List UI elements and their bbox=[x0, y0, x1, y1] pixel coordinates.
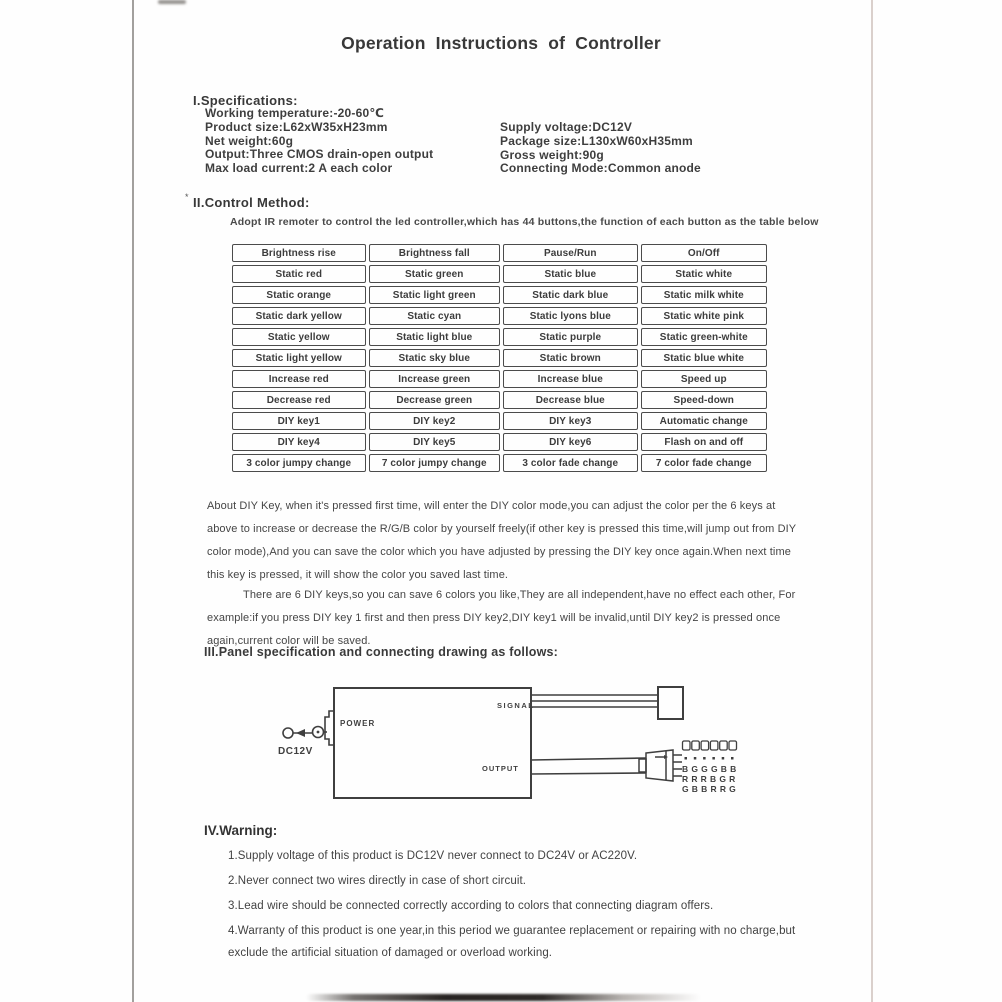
page-edge-left bbox=[132, 0, 134, 1002]
wire-color-row-2: RRRBGR bbox=[682, 774, 739, 784]
button-table-row bbox=[232, 286, 767, 304]
spec-line: Product size:L62xW35xH23mm bbox=[205, 119, 388, 134]
button-table-cell: Static light yellow bbox=[232, 349, 366, 367]
spec-line: Net weight:60g bbox=[205, 133, 294, 148]
button-table-cell: Brightness fall bbox=[369, 244, 501, 262]
button-table-cell: 7 color jumpy change bbox=[369, 454, 501, 472]
button-table-row bbox=[232, 265, 767, 283]
button-table-cell: Static green bbox=[369, 265, 501, 283]
button-table-cell: Decrease red bbox=[232, 391, 366, 409]
button-table-cell: Pause/Run bbox=[503, 244, 638, 262]
button-table-cell: Static white bbox=[641, 265, 767, 283]
button-table-cell: Automatic change bbox=[641, 412, 767, 430]
power-jack-icon bbox=[325, 711, 334, 745]
button-table-cell: Static green-white bbox=[641, 328, 767, 346]
diy-key-paragraph-2: There are 6 DIY keys,so you can save 6 colors you like,They are all independent,have no effect each other, For example:if you press DIY key 1 first and then press DIY key2,DIY key1 will be invalid,until DIY key2 is pressed once again,current color will be saved. bbox=[207, 589, 796, 647]
dc-plug-icon bbox=[283, 727, 327, 739]
page-edge-right bbox=[871, 0, 873, 1002]
button-table-cell: 7 color fade change bbox=[641, 454, 767, 472]
button-table-cell: DIY key5 bbox=[369, 433, 501, 451]
button-table-cell: Static blue white bbox=[641, 349, 767, 367]
wire-color-row-3: GBBRRG bbox=[682, 784, 739, 794]
control-method-heading: II.Control Method: bbox=[193, 195, 310, 210]
page-title: Operation Instructions of Controller bbox=[341, 33, 661, 53]
power-label: POWER bbox=[340, 719, 376, 728]
terminal-dots bbox=[685, 757, 734, 760]
output-label: OUTPUT bbox=[482, 764, 519, 773]
button-table-cell: Static cyan bbox=[369, 307, 501, 325]
button-table-row bbox=[232, 349, 767, 367]
button-table-cell: DIY key4 bbox=[232, 433, 366, 451]
button-table-cell: Static dark yellow bbox=[232, 307, 366, 325]
button-table-row bbox=[232, 412, 767, 430]
signal-label: SIGNAL bbox=[497, 701, 535, 710]
button-table-row bbox=[232, 454, 767, 472]
control-method-intro: Adopt IR remoter to control the led controller,which has 44 buttons,the function of each button as the table below bbox=[230, 216, 819, 228]
warning-item: 3.Lead wire should be connected correctly according to colors that connecting diagram offers. bbox=[228, 900, 714, 912]
spec-line: Output:Three CMOS drain-open output bbox=[205, 147, 434, 162]
button-table-cell: Decrease green bbox=[369, 391, 501, 409]
specifications-heading: I.Specifications: bbox=[193, 93, 298, 108]
button-table-cell: DIY key6 bbox=[503, 433, 638, 451]
warning-list bbox=[228, 845, 820, 967]
button-table-cell: Static milk white bbox=[641, 286, 767, 304]
button-table-cell: Brightness rise bbox=[232, 244, 366, 262]
button-table-row bbox=[232, 328, 767, 346]
button-table-cell: DIY key3 bbox=[503, 412, 638, 430]
scan-smudge-top bbox=[158, 0, 186, 4]
spec-line: Working temperature:-20-60℃ bbox=[205, 106, 385, 120]
button-table-cell: Speed up bbox=[641, 370, 767, 388]
button-table-cell: Static red bbox=[232, 265, 366, 283]
button-table-cell: Static brown bbox=[503, 349, 638, 367]
button-table-cell: Static light green bbox=[369, 286, 501, 304]
button-table-cell: 3 color jumpy change bbox=[232, 454, 366, 472]
spec-line: Max load current:2 A each color bbox=[205, 161, 393, 176]
spec-line: Package size:L130xW60xH35mm bbox=[500, 133, 693, 148]
remote-buttons-table bbox=[229, 241, 770, 475]
button-table-cell: Increase red bbox=[232, 370, 366, 388]
button-table-row bbox=[232, 307, 767, 325]
button-table-cell: DIY key1 bbox=[232, 412, 366, 430]
output-plug-icon bbox=[639, 750, 682, 781]
scan-smudge-bottom bbox=[306, 994, 701, 1001]
button-table-cell: DIY key2 bbox=[369, 412, 501, 430]
button-table-cell: Static sky blue bbox=[369, 349, 501, 367]
button-table-cell: Speed-down bbox=[641, 391, 767, 409]
wire-color-row-1: BGGGBB bbox=[682, 764, 740, 774]
signal-wires bbox=[531, 695, 658, 707]
button-table-row bbox=[232, 433, 767, 451]
terminal-strip bbox=[683, 741, 737, 750]
button-table-row bbox=[232, 391, 767, 409]
connection-diagram bbox=[270, 673, 750, 821]
warning-item: 4.Warranty of this product is one year,in this period we guarantee replacement or repairing with no charge,but exclude the artificial situation of damaged or overload working. bbox=[228, 925, 796, 959]
warning-item: 2.Never connect two wires directly in case of short circuit. bbox=[228, 875, 527, 887]
ir-receiver-connector bbox=[658, 687, 683, 719]
scan-asterisk-mark: * bbox=[185, 192, 189, 202]
button-table-cell: Increase blue bbox=[503, 370, 638, 388]
diy-key-paragraph-1: About DIY Key, when it's pressed first time, will enter the DIY color mode,you can adjust the color per the 6 keys at above to increase or decrease the R/G/B color by yourself freely(if other key is pressed this time,will jump out from DIY color mode),And you can save the color which you have adjusted by pressing the DIY key once again.When next time this key is pressed, it will show the color you saved last time. bbox=[207, 500, 797, 581]
warning-item: 1.Supply voltage of this product is DC12V never connect to DC24V or AC220V. bbox=[228, 850, 638, 862]
warning-heading: IV.Warning: bbox=[204, 823, 278, 838]
button-table-cell: On/Off bbox=[641, 244, 767, 262]
button-table-row bbox=[232, 370, 767, 388]
spec-line: Connecting Mode:Common anode bbox=[500, 161, 701, 176]
button-table-cell: Increase green bbox=[369, 370, 501, 388]
button-table-cell: Static orange bbox=[232, 286, 366, 304]
button-table-cell: Static dark blue bbox=[503, 286, 638, 304]
button-table-cell: Static white pink bbox=[641, 307, 767, 325]
button-table-cell: Static blue bbox=[503, 265, 638, 283]
dc12v-label: DC12V bbox=[278, 746, 313, 757]
button-table-cell: Static purple bbox=[503, 328, 638, 346]
button-table-cell: Static light blue bbox=[369, 328, 501, 346]
button-table-cell: Decrease blue bbox=[503, 391, 638, 409]
button-table-cell: Static yellow bbox=[232, 328, 366, 346]
button-table-row bbox=[232, 244, 767, 262]
output-wires bbox=[531, 758, 646, 774]
button-table-cell: 3 color fade change bbox=[503, 454, 638, 472]
button-table-cell: Flash on and off bbox=[641, 433, 767, 451]
button-table-cell: Static lyons blue bbox=[503, 307, 638, 325]
specifications-right-column bbox=[500, 121, 701, 176]
panel-specification-heading: III.Panel specification and connecting drawing as follows: bbox=[204, 645, 559, 659]
spec-line: Gross weight:90g bbox=[500, 147, 604, 162]
spec-line: Supply voltage:DC12V bbox=[500, 120, 633, 134]
specifications-left-column bbox=[205, 107, 433, 176]
